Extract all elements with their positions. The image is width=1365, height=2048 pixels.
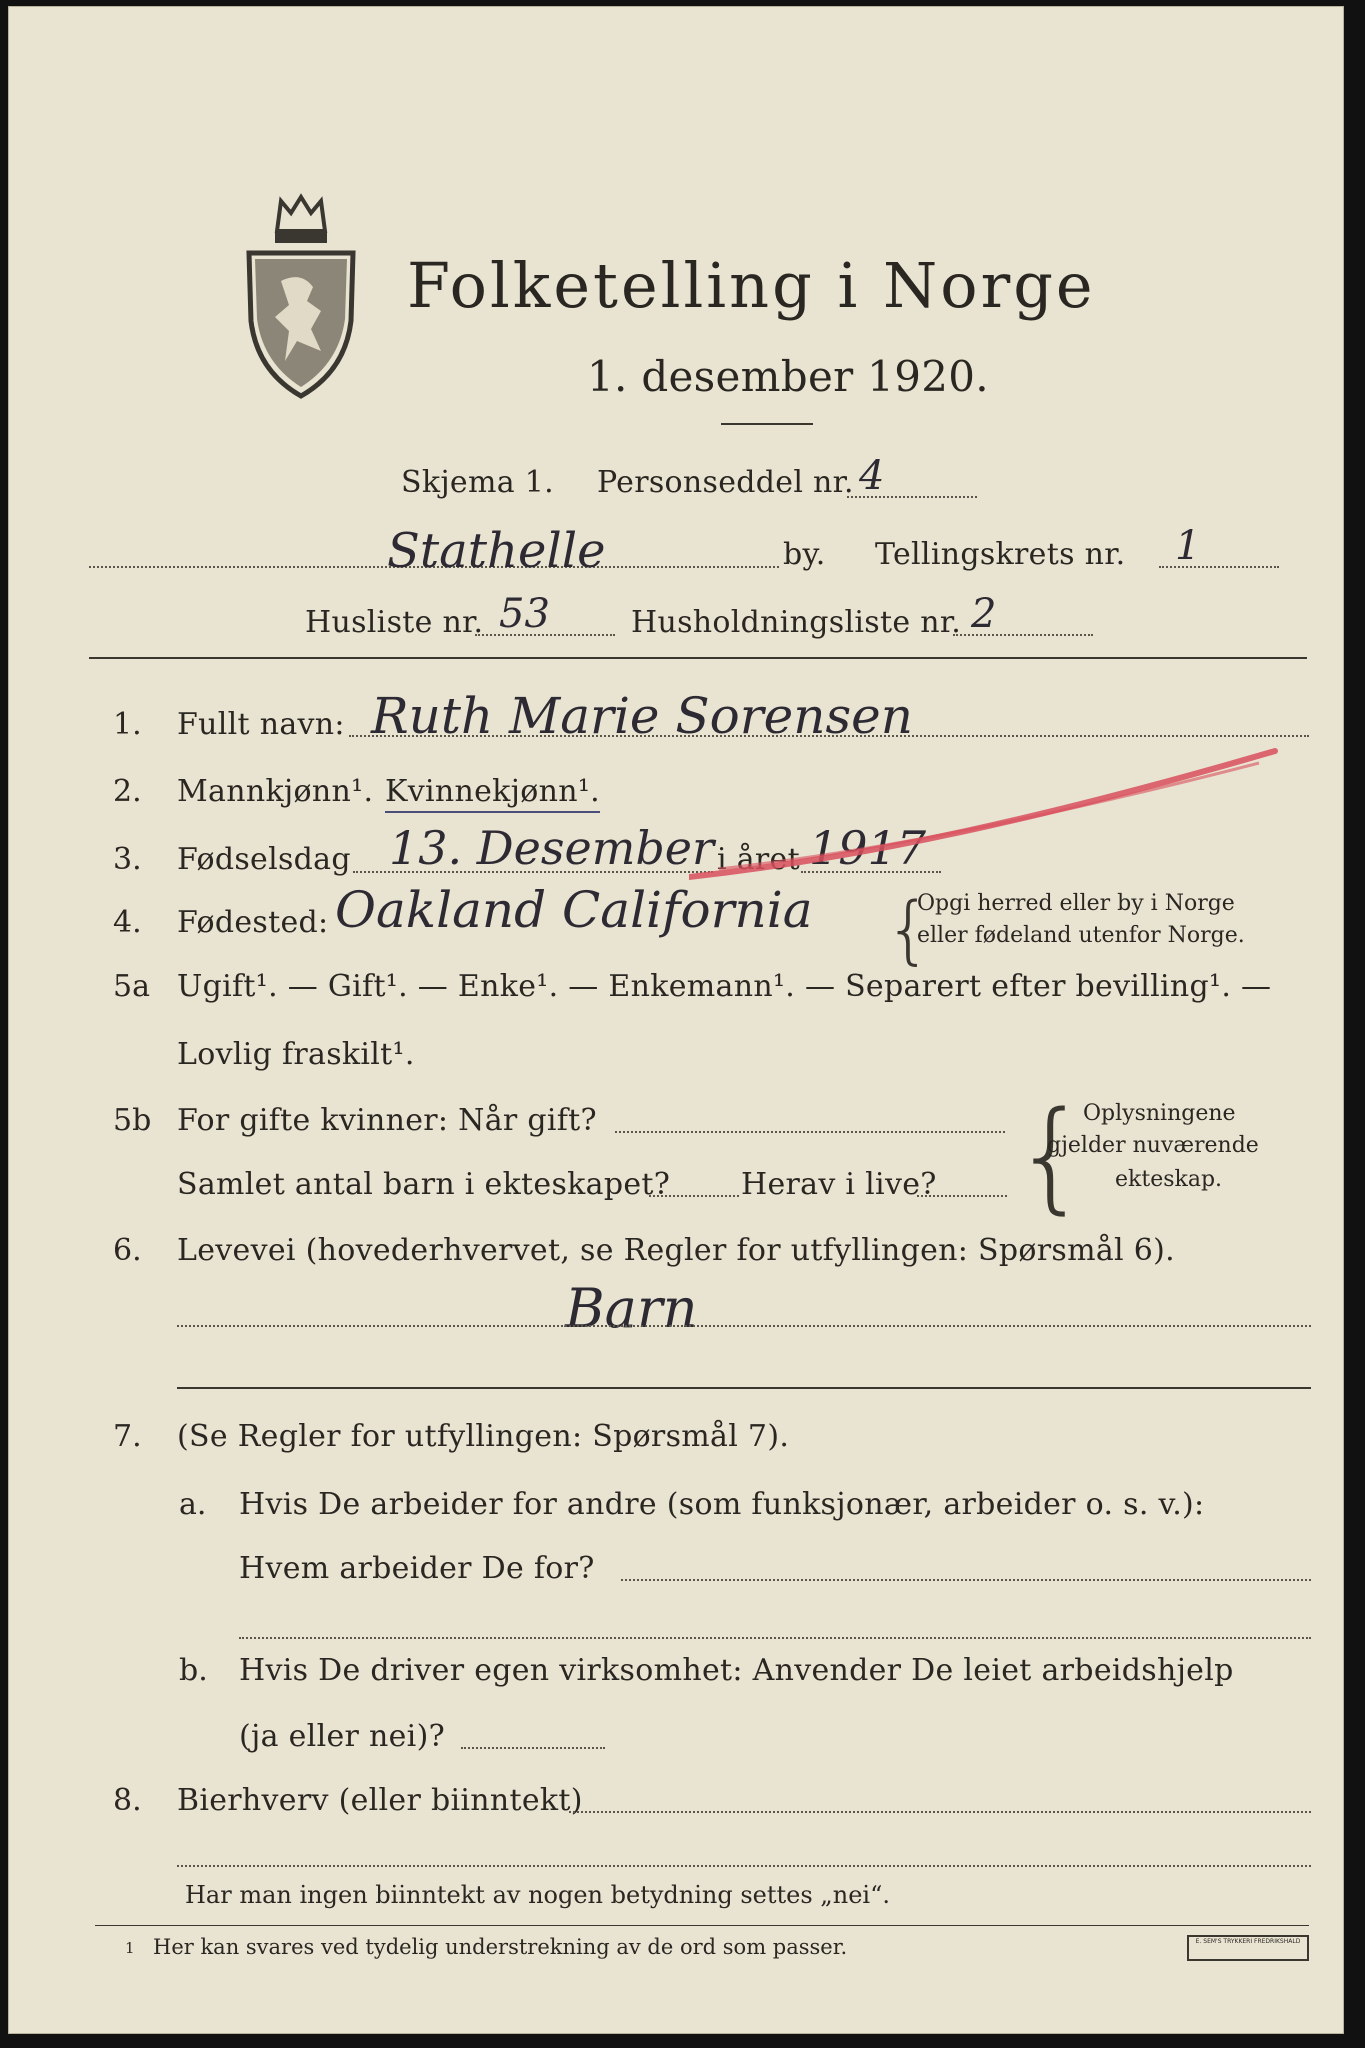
husholdningsliste-value: 2 xyxy=(971,591,997,637)
q4-note-2: eller fødeland utenfor Norge. xyxy=(917,923,1245,948)
q5b-label-2: Samlet antal barn i ekteskapet? xyxy=(177,1167,671,1202)
q7b-text-2: (ja eller nei)? xyxy=(239,1719,445,1754)
personseddel-value: 4 xyxy=(859,453,885,499)
q4-label: Fødested: xyxy=(177,905,329,940)
q4-number: 4. xyxy=(113,905,142,940)
q8-number: 8. xyxy=(113,1783,142,1818)
q7a-line-1 xyxy=(621,1579,1311,1581)
red-pencil-mark xyxy=(689,747,1279,887)
q2-label-mann: Mannkjønn¹. xyxy=(177,774,374,809)
q2-label-kvinne: Kvinnekjønn¹. xyxy=(385,774,600,813)
q5b-note-1: Oplysningene xyxy=(1083,1101,1236,1126)
q6-line-1 xyxy=(177,1325,1311,1327)
q5b-married-line xyxy=(615,1131,1005,1133)
q5b-children-line xyxy=(649,1195,739,1197)
footnote-text: Her kan svares ved tydelig understrekning av de ord som passer. xyxy=(153,1935,848,1959)
q5b-note-2: gjelder nuværende xyxy=(1047,1133,1259,1158)
personseddel-label: Personseddel nr. xyxy=(597,465,854,500)
q1-value: Ruth Marie Sorensen xyxy=(371,687,913,745)
q8-label: Bierhverv (eller biinntekt) xyxy=(177,1783,583,1818)
biinntekt-note: Har man ingen biinntekt av nogen betydning settes „nei“. xyxy=(185,1881,890,1909)
form-title: Folketelling i Norge xyxy=(407,249,1096,322)
q7b-letter: b. xyxy=(179,1653,208,1688)
q5b-note-3: ekteskap. xyxy=(1115,1167,1223,1192)
city-value: Stathelle xyxy=(387,523,606,579)
census-form-page xyxy=(8,6,1344,2034)
q7a-text-2: Hvem arbeider De for? xyxy=(239,1551,595,1586)
q7b-line xyxy=(461,1747,605,1749)
q5b-label-3: Herav i live? xyxy=(741,1167,937,1202)
tellingskrets-label: Tellingskrets nr. xyxy=(875,537,1126,572)
city-suffix: by. xyxy=(783,537,826,572)
q6-value: Barn xyxy=(565,1277,698,1340)
q7-number: 7. xyxy=(113,1419,142,1454)
q2-number: 2. xyxy=(113,774,142,809)
q5b-label-1: For gifte kvinner: Når gift? xyxy=(177,1103,597,1138)
q5b-brace: { xyxy=(1013,1087,1090,1226)
schema-label: Skjema 1. xyxy=(401,465,554,500)
q3-day-value: 13. Desember xyxy=(389,821,714,875)
q6-number: 6. xyxy=(113,1233,142,1268)
title-divider xyxy=(721,423,813,425)
coat-of-arms-icon xyxy=(241,191,361,401)
q7-label: (Se Regler for utfyllingen: Spørsmål 7). xyxy=(177,1419,790,1454)
tellingskrets-value: 1 xyxy=(1175,523,1201,569)
q5a-options-2: Lovlig fraskilt¹. xyxy=(177,1037,415,1072)
q4-brace: { xyxy=(885,887,933,973)
q7b-text: Hvis De driver egen virksomhet: Anvender De leiet arbeidshjelp xyxy=(239,1653,1234,1688)
q4-note-1: Opgi herred eller by i Norge xyxy=(917,891,1235,916)
q7a-letter: a. xyxy=(179,1487,207,1522)
q8-line-2 xyxy=(177,1865,1311,1867)
q1-label: Fullt navn: xyxy=(177,707,345,742)
q3-number: 3. xyxy=(113,842,142,877)
q3-year-value: 1917 xyxy=(809,821,927,875)
footnote-separator xyxy=(95,1925,1309,1926)
husliste-value: 53 xyxy=(499,591,550,637)
q5b-number: 5b xyxy=(113,1103,152,1138)
q7a-line-2 xyxy=(239,1637,1311,1639)
q5a-number: 5a xyxy=(113,969,150,1004)
husliste-label: Husliste nr. xyxy=(305,605,484,640)
q1-number: 1. xyxy=(113,707,142,742)
q5b-alive-line xyxy=(917,1195,1007,1197)
q8-line-1 xyxy=(569,1811,1311,1813)
q6-label: Levevei (hovederhvervet, se Regler for utfyllingen: Spørsmål 6). xyxy=(177,1233,1175,1268)
q4-value: Oakland California xyxy=(335,881,813,939)
q3-year-label: i året xyxy=(717,842,800,877)
q7a-text: Hvis De arbeider for andre (som funksjonær, arbeider o. s. v.): xyxy=(239,1487,1205,1522)
q6-line-2 xyxy=(177,1387,1311,1389)
husholdningsliste-label: Husholdningsliste nr. xyxy=(631,605,962,640)
q5a-options: Ugift¹. — Gift¹. — Enke¹. — Enkemann¹. — Separert efter bevilling¹. — xyxy=(177,969,1272,1004)
census-date: 1. desember 1920. xyxy=(587,352,989,401)
header-separator xyxy=(89,657,1307,659)
q3-label: Fødselsdag xyxy=(177,842,351,877)
printer-stamp: E. SEM'S TRYKKERI FREDRIKSHALD xyxy=(1187,1935,1309,1961)
footnote-mark: 1 xyxy=(125,1939,135,1957)
